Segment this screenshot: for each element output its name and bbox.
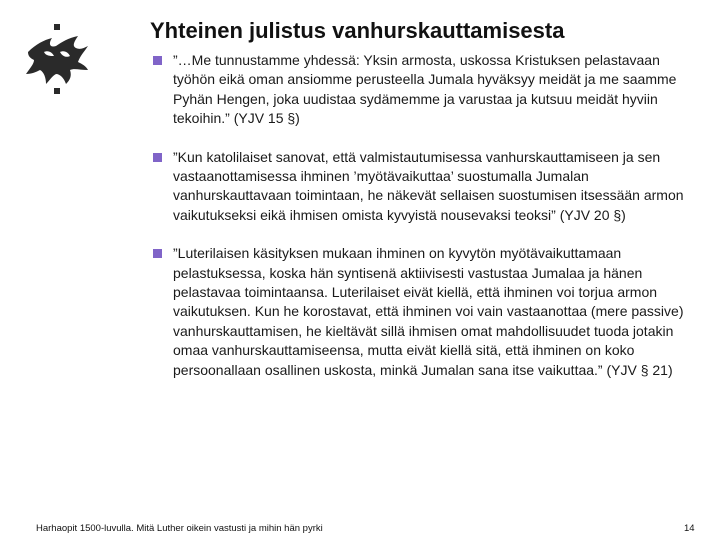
square-bullet-icon bbox=[153, 56, 162, 65]
bullet-item bbox=[150, 51, 695, 129]
page-number: 14 bbox=[684, 523, 695, 534]
bullet-item bbox=[150, 148, 695, 226]
bullet-text: ”…Me tunnustamme yhdessä: Yksin armosta, uskossa Kristuksen pelastavaan työhön eikä oman ansiomme perusteella Jumala hyväksyy meidät ja me saamme Pyhän Hengen, joka uudistaa sydämemme ja varustaa ja kutsuu meidät hyviin tekoihin.” (YJV 15 §) bbox=[173, 52, 677, 127]
flame-logo-icon bbox=[22, 22, 92, 98]
university-logo bbox=[22, 22, 92, 98]
square-bullet-icon bbox=[153, 153, 162, 162]
slide-title: Yhteinen julistus vanhurskauttamisesta bbox=[150, 18, 565, 43]
bullet-text: ”Luterilaisen käsityksen mukaan ihminen on kyvytön myötävaikuttamaan pelastuksessa, koska hän syntisenä aktiivisesti vastustaa Jumalaa ja hänen pelastavaa toimintaansa. Luterilaiset eivät kiellä, että ihminen voi torjua armon vaikutuksen. Kun he korostavat, että ihminen voi vain vastaanottaa (mere passive) vanhurskauttamisen, he kieltävät sillä ihmisen omat mahdollisuudet tuoda jotakin omaa vanhurskauttamiseensa, mutta eivät kiellä sitä, että ihminen on koko persoonallaan osallinen uskosta, minkä Jumalan sana itse vaikuttaa.” (YJV § 21) bbox=[173, 245, 684, 378]
footer-text: Harhaopit 1500-luvulla. Mitä Luther oikein vastusti ja mihin hän pyrki bbox=[36, 523, 323, 534]
bullet-item bbox=[150, 244, 695, 380]
bullet-text: ”Kun katolilaiset sanovat, että valmistautumisessa vanhurskauttamiseen ja sen vastaanottamisessa ihminen ’myötävaikuttaa’ suostumalla Jumalan vanhurskauttavaan toimintaan, he näkevät sellaisen suostumisen itsessään armon vaikutukseksi eikä ihmisen omista kyvyistä nousevaksi teoksi” (YJV 20 §) bbox=[173, 148, 684, 223]
square-bullet-icon bbox=[153, 249, 162, 258]
bullet-list bbox=[150, 51, 695, 380]
